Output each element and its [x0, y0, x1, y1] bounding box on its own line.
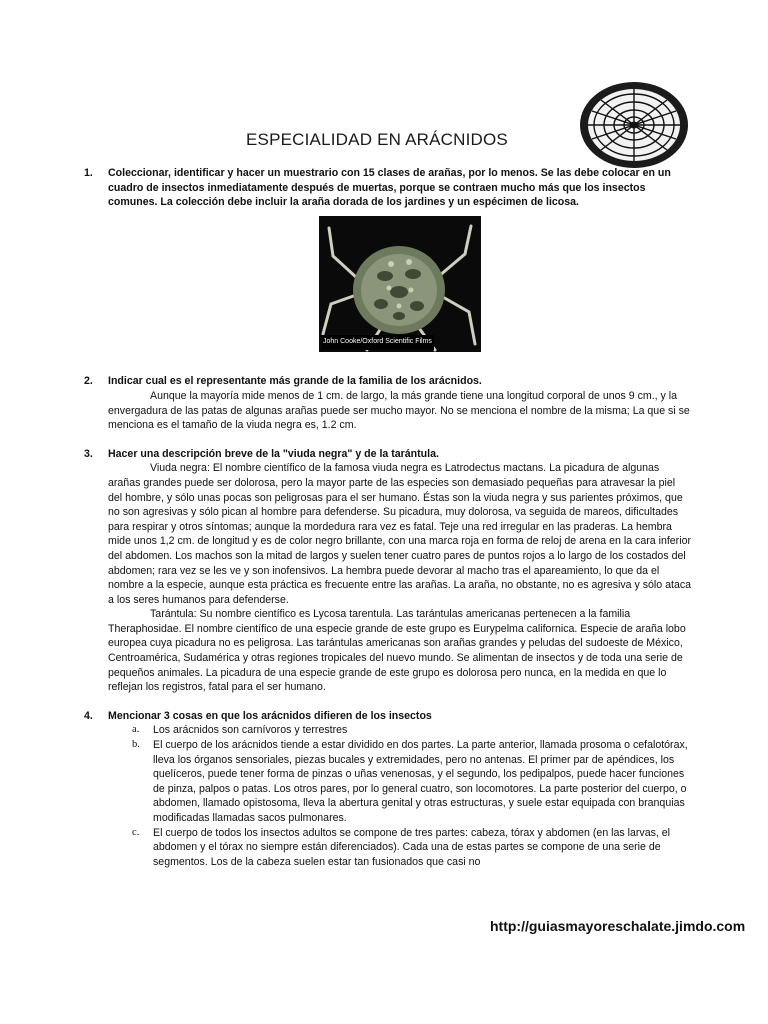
item-1	[84, 166, 692, 356]
item-question: Mencionar 3 cosas en que los arácnidos difieren de los insectos	[108, 709, 432, 722]
list-item-text: El cuerpo de los arácnidos tiende a estar dividido en dos partes. La parte anterior, llamada prosoma o cefalotórax, lleva los órganos sensoriales, piezas bucales y extremidades, pero no antenas. El primer par de apéndices, los quelíceros, puede tener forma de pinzas o uñas venenosas, y el segundo, los pedipalpos, puede hacer funciones de pinza, palpos o patas. Los otros pares, por lo general cuatro, son locomotores. La parte posterior del cuerpo, o abdomen, llamado opistosoma, lleva la abertura genital y otras estructuras, y suele estar equipada con branquias modificadas llamadas sacos pulmonares.	[153, 739, 688, 824]
list-letter: a.	[132, 724, 140, 736]
item-4	[84, 709, 692, 870]
footer-url: http://guiasmayoreschalate.jimdo.com	[490, 918, 746, 934]
item-number: 4.	[84, 709, 93, 722]
item-paragraph: Aunque la mayoría mide menos de 1 cm. de largo, la más grande tiene una longitud corporal de unos 9 cm., y la envergadura de las patas de algunas arañas puede ser mucho mayor. No se menciona el nombre de la misma; La que si se menciona es el tamaño de la viuda negra es, 1.2 cm.	[108, 389, 690, 432]
list-item	[108, 738, 692, 826]
list-item-text: El cuerpo de todos los insectos adultos se compone de tres partes: cabeza, tórax y abdomen (en las larvas, el abdomen y el tórax no siempre están diferenciados). Cada una de estas partes se compone de una serie de segmentos. Los de la cabeza suelen estar tan fusionados que casi no	[153, 826, 671, 868]
document-body	[84, 166, 692, 883]
photo-container	[108, 216, 692, 357]
list-item	[108, 826, 692, 870]
item-question: Indicar cual es el representante más grande de la familia de los arácnidos.	[108, 375, 482, 388]
photo-caption: John Cooke/Oxford Scientific Films	[321, 335, 434, 350]
item-number: 3.	[84, 447, 93, 460]
item-2	[84, 374, 692, 432]
list-item-text: Los arácnidos son carnívoros y terrestres	[153, 724, 348, 737]
spider-photo-icon	[319, 216, 481, 352]
item-paragraph: Viuda negra: El nombre científico de la famosa viuda negra es Latrodectus mactans. La picadura de algunas arañas grandes puede ser dolorosa, pero la mayor parte de las especies son demasiado pequeñas para atravesar la piel del hombre, y sólo unas pocas son peligrosas para el ser humano. Éstas son la viuda negra y sus parientes próximos, que no son agresivas y sólo pican al hombre para defenderse. Su picadura, muy dolorosa, va seguida de mareos, dificultades para respirar y otros síntomas; aunque la mordedura rara vez es fatal. Teje una red irregular en las praderas. La hembra mide unos 1,2 cm. de longitud y es de color negro brillante, con una marca roja en forma de reloj de arena en la cara inferior del abdomen. Los machos son la mitad de largos y suelen tener cuatro pares de puntos rojos a lo largo de los costados del abdomen; rara vez se les ve y son inofensivos. La hembra puede devorar al macho tras el apareamiento, lo que da el nombre a la especie, aunque esta práctica es frecuente entre las arañas. La araña, no obstante, no es agresiva y sólo ataca a los seres humanos para defenderse.	[108, 462, 692, 606]
item-number: 2.	[84, 375, 93, 388]
item-3	[84, 447, 692, 695]
page-title: ESPECIALIDAD EN ARÁCNIDOS	[246, 130, 508, 149]
sub-list	[108, 723, 692, 869]
item-question: Hacer una descripción breve de la "viuda negra" y de la tarántula.	[108, 447, 439, 460]
list-item	[108, 723, 692, 738]
list-letter: b.	[132, 739, 140, 751]
spiderweb-logo-icon	[578, 80, 690, 170]
list-letter: c.	[132, 826, 140, 838]
item-paragraph: Tarántula: Su nombre científico es Lycosa tarentula. Las tarántulas americanas pertenecen a la familia Theraphosidae. El nombre científico de una especie grande de este grupo es Eurypelma californica. Especie de araña lobo europea cuya picadura no es peligrosa. Las tarántulas americanas son arañas grandes y peludas del sudoeste de México, Centroamérica, Sudamérica y otras regiones tropicales del nuevo mundo. Se alimentan de insectos y de toda una serie de pequeños animales. La picadura de una especie grande de este grupo es dolorosa pero nunca, en la medida en que lo reflejan los registros, fatal para el ser humano.	[108, 608, 686, 694]
item-question: Coleccionar, identificar y hacer un muestrario con 15 clases de arañas, por lo menos. Se las debe colocar en un cuadro de insectos inmediatamente después de muertas, porque se contraen mucho más que los insectos comunes. La colección debe incluir la araña dorada de los jardines y un espécimen de licosa.	[108, 167, 671, 209]
item-number: 1.	[84, 167, 93, 179]
